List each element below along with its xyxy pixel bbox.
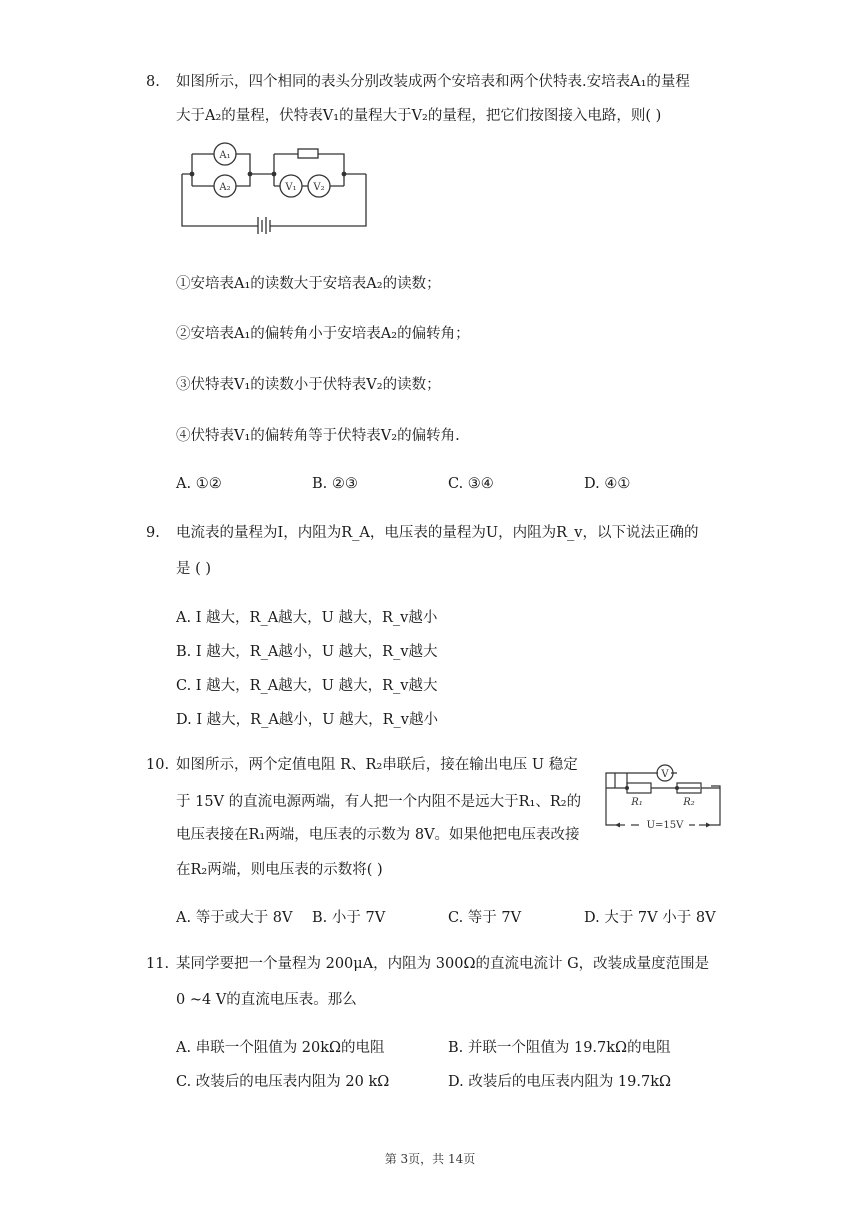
label-r2: R₂ (683, 797, 695, 808)
statement-3: ③伏特表V₁的读数小于伏特表V₂的读数； (176, 377, 441, 393)
question-text-line: 电流表的量程为I，内阻为R_A，电压表的量程为U，内阻为R_v，以下说法正确的 (176, 525, 699, 541)
label-v1: V₁ (285, 182, 297, 193)
option-c: C. 等于 7V (448, 910, 522, 926)
question-11-stem (146, 947, 726, 981)
label-a1: A₁ (219, 150, 231, 161)
option-a: A. 等于或大于 8V (176, 910, 293, 926)
question-8-stem (146, 65, 726, 99)
statement-4: ④伏特表V₁的偏转角等于伏特表V₂的偏转角. (176, 428, 460, 444)
question-number: 10. (146, 757, 170, 773)
question-text-line: 电压表接在R₁两端，电压表的示数为 8V。如果他把电压表改接 (176, 827, 580, 843)
question-text-line: 某同学要把一个量程为 200μA，内阻为 300Ω的直流电流计 G，改装成量度范围是 (176, 956, 710, 972)
label-r1: R₁ (631, 797, 643, 808)
option-a: A. 串联一个阻值为 20kΩ的电阻 (176, 1040, 385, 1056)
question-number: 8. (146, 74, 160, 90)
page-footer: 第 3页，共 14页 (384, 1152, 476, 1166)
option-c: C. I 越大，R_A越大，U 越大，R_v越大 (176, 678, 438, 694)
option-a: A. ①② (176, 476, 222, 492)
question-number: 11. (146, 956, 170, 972)
option-d: D. I 越大，R_A越小，U 越大，R_v越小 (176, 712, 438, 728)
label-v2: V₂ (313, 182, 325, 193)
option-b: B. ②③ (312, 476, 358, 492)
option-b: B. I 越大，R_A越小，U 越大，R_v越大 (176, 644, 438, 660)
question-number: 9. (146, 525, 160, 541)
question-text-line: 在R₂两端，则电压表的示数将( ) (176, 862, 383, 878)
question-text-line: 0 ~4 V的直流电压表。那么 (176, 992, 357, 1008)
option-b: B. 并联一个阻值为 19.7kΩ的电阻 (448, 1040, 671, 1056)
question-text-line: 如图所示，两个定值电阻 R、R₂串联后，接在输出电压 U 稳定 (176, 757, 578, 773)
label-a2: A₂ (219, 182, 231, 193)
question-10-stem (146, 748, 596, 782)
circuit-diagram-q8 (176, 138, 372, 234)
statement-2: ②安培表A₁的偏转角小于安培表A₂的偏转角； (176, 326, 470, 342)
option-d: D. ④① (584, 476, 631, 492)
label-u: U=15V (646, 820, 684, 831)
option-d: D. 改装后的电压表内阻为 19.7kΩ (448, 1074, 672, 1090)
statement-1: ①安培表A₁的读数大于安培表A₂的读数； (176, 276, 441, 292)
circuit-diagram-q10 (603, 745, 723, 831)
option-c: C. ③④ (448, 476, 494, 492)
option-a: A. I 越大，R_A越大，U 越大，R_v越小 (176, 610, 438, 626)
option-b: B. 小于 7V (312, 910, 386, 926)
question-text-line: 如图所示，四个相同的表头分别改装成两个安培表和两个伏特表.安培表A₁的量程 (176, 74, 690, 90)
option-c: C. 改装后的电压表内阻为 20 kΩ (176, 1074, 390, 1090)
question-9-stem (146, 516, 726, 550)
option-d: D. 大于 7V 小于 8V (584, 910, 716, 926)
question-text-line: 是 ( ) (176, 561, 212, 577)
question-text-line: 大于A₂的量程，伏特表V₁的量程大于V₂的量程，把它们按图接入电路，则( ) (176, 108, 662, 124)
label-v: V (661, 769, 669, 780)
question-text-line: 于 15V 的直流电源两端，有人把一个内阻不是远大于R₁、R₂的 (176, 794, 582, 810)
